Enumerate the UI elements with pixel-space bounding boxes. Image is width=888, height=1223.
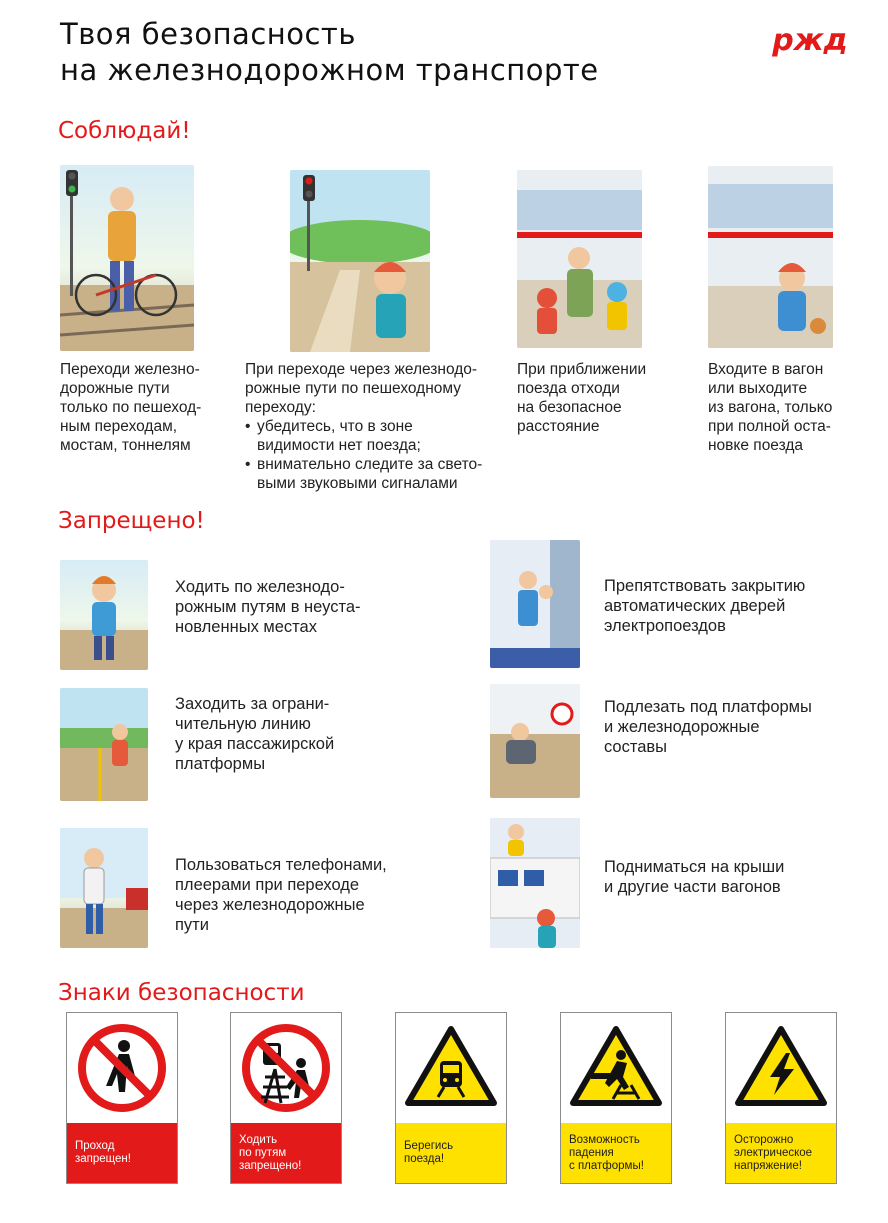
observe-caption-2-bullets: [245, 417, 505, 493]
illustration-child-at-crossing: [290, 170, 430, 352]
forbidden-item-3: Пользоваться телефонами, плеерами при переходе через железнодорожные пути: [175, 856, 387, 934]
sign-label: Ходить по путям запрещено!: [231, 1123, 341, 1183]
forbidden-item-6: Подниматься на крыши и другие части вагонов: [604, 858, 785, 896]
observe-caption-2-intro: При переходе через железнодо- рожные пути по пешеходному переходу:: [245, 361, 478, 416]
observe-caption-2: [245, 360, 505, 493]
no-pedestrian-icon: [67, 1013, 177, 1123]
illustration-climbing-roof: [490, 818, 580, 948]
observe-bullet-2: • внимательно следите за свето- выми звуковыми сигналами: [245, 455, 505, 493]
forbidden-item-1: Ходить по железнодо- рожным путям в неуста- новленных местах: [175, 578, 361, 636]
sign-no-passage: [66, 1012, 178, 1184]
sign-high-voltage: [725, 1012, 837, 1184]
illustration-phone-while-crossing: [60, 828, 148, 948]
observe-caption-1: Переходи железно- дорожные пути только по пешеход- ным переходам, мостам, тоннелям: [60, 361, 202, 454]
observe-bullet-1: • убедитесь, что в зоне видимости нет поезда;: [245, 417, 505, 455]
section-forbidden-heading: Запрещено!: [58, 508, 205, 534]
observe-caption-4: Входите в вагон или выходите из вагона, только при полной оста- новке поезда: [708, 361, 833, 454]
illustration-boy-on-tracks: [60, 560, 148, 670]
illustration-family-on-platform: [517, 170, 642, 348]
fall-from-platform-icon: [561, 1013, 671, 1123]
sign-beware-train: [395, 1012, 507, 1184]
forbidden-item-4: Препятствовать закрытию автоматических дверей электропоездов: [604, 577, 806, 635]
page-title: [60, 16, 740, 88]
rzd-logo: [768, 16, 852, 58]
observe-caption-3: При приближении поезда отходи на безопасное расстояние: [517, 361, 647, 435]
svg-text:ржд: ржд: [772, 23, 848, 58]
sign-label: Проход запрещен!: [67, 1123, 177, 1183]
sign-falling-from-platform: [560, 1012, 672, 1184]
no-walking-on-tracks-icon: [231, 1013, 341, 1123]
title-line-2: на железнодорожном транспорте: [60, 53, 599, 87]
sign-label: Возможность падения с платформы!: [561, 1123, 671, 1183]
forbidden-item-2: Заходить за ограни- чительную линию у края пассажирской платформы: [175, 695, 335, 773]
train-warning-icon: [396, 1013, 506, 1123]
section-observe-heading: Соблюдай!: [58, 118, 191, 144]
forbidden-item-5: Подлезать под платформы и железнодорожные составы: [604, 698, 812, 756]
illustration-under-platform: [490, 684, 580, 798]
high-voltage-icon: [726, 1013, 836, 1123]
sign-label: Берегись поезда!: [396, 1123, 506, 1183]
sign-no-walking-on-tracks: [230, 1012, 342, 1184]
illustration-cyclist-crossing: [60, 165, 194, 351]
illustration-blocking-doors: [490, 540, 580, 668]
section-signs-heading: Знаки безопасности: [58, 980, 305, 1006]
sign-label: Осторожно электрическое напряжение!: [726, 1123, 836, 1183]
illustration-platform-edge: [60, 688, 148, 801]
illustration-boy-by-train: [708, 166, 833, 348]
title-line-1: Твоя безопасность: [60, 17, 356, 51]
